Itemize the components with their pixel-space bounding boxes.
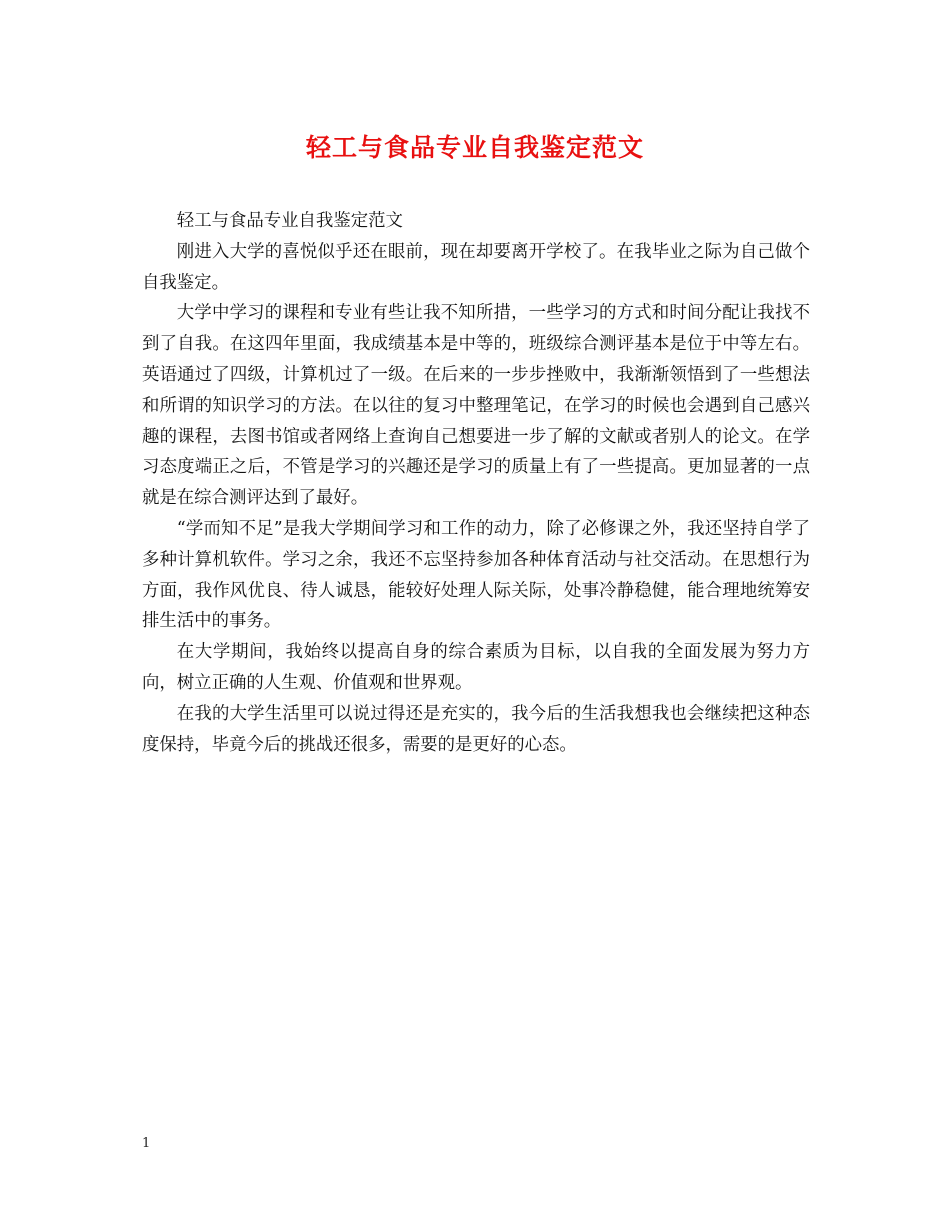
body-paragraph: 大学中学习的课程和专业有些让我不知所措，一些学习的方式和时间分配让我找不到了自我。在这四年里面，我成绩基本是中等的，班级综合测评基本是位于中等左右。英语通过了四级，计算机过了一级。在后来的一步步挫败中，我渐渐领悟到了一些想法和所谓的知识学习的方法。在以往的复习中整理笔记，在学习的时候也会遇到自己感兴趣的课程，去图书馆或者网络上查询自己想要进一步了解的文献或者别人的论文。在学习态度端正之后，不管是学习的兴趣还是学习的质量上有了一些提高。更加显著的一点就是在综合测评达到了最好。 xyxy=(142,303,810,509)
document-body xyxy=(142,206,810,760)
body-paragraph: “学而知不足”是我大学期间学习和工作的动力，除了必修课之外，我还坚持自学了多种计算机软件。学习之余，我还不忘坚持参加各种体育活动与社交活动。在思想行为方面，我作风优良、待人诚恳，能较好处理人际关际，处事冷静稳健，能合理地统筹安排生活中的事务。 xyxy=(142,518,810,632)
body-paragraph: 在大学期间，我始终以提高自身的综合素质为目标，以自我的全面发展为努力方向，树立正确的人生观、价值观和世界观。 xyxy=(142,642,810,693)
body-paragraph: 轻工与食品专业自我鉴定范文 xyxy=(176,211,403,231)
page-number: 1 xyxy=(142,1136,151,1151)
body-paragraph: 在我的大学生活里可以说过得还是充实的，我今后的生活我想我也会继续把这种态度保持，毕竟今后的挑战还很多，需要的是更好的心态。 xyxy=(142,703,810,755)
document-title: 轻工与食品专业自我鉴定范文 xyxy=(305,133,644,162)
body-paragraph: 刚进入大学的喜悦似乎还在眼前，现在却要离开学校了。在我毕业之际为自己做个自我鉴定。 xyxy=(142,241,810,293)
